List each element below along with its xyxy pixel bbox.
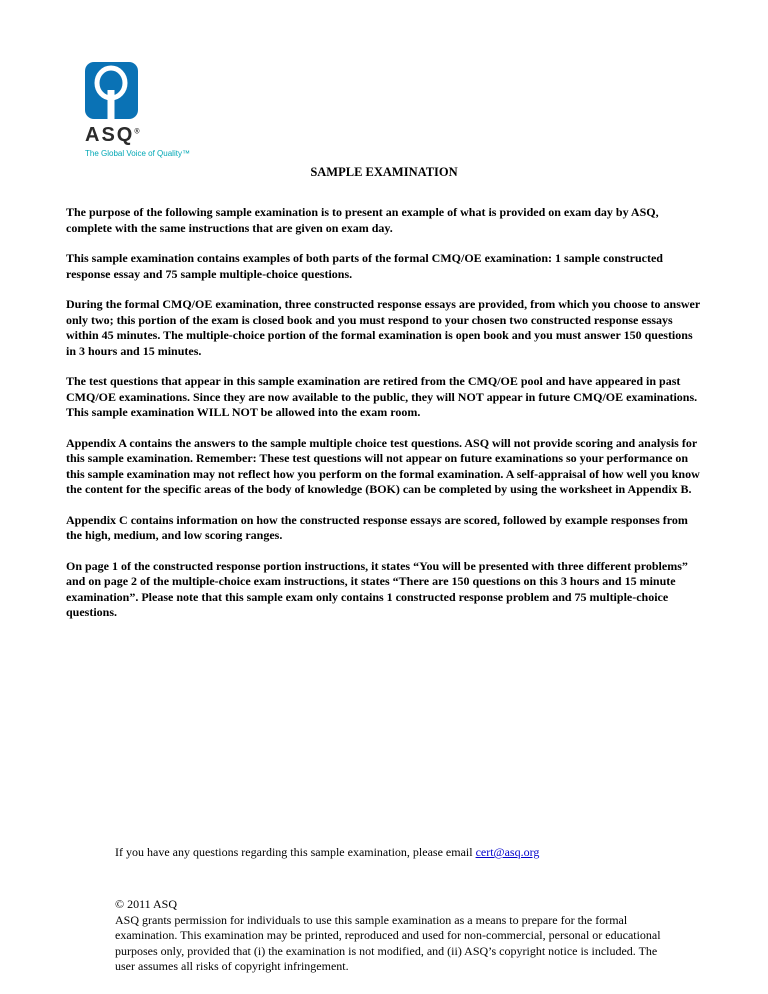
asq-logo <box>85 62 205 158</box>
copyright-block <box>115 897 680 975</box>
copyright-line: © 2011 ASQ <box>115 897 178 911</box>
body-paragraph-7: On page 1 of the constructed response portion instructions, it states “You will be presented with three different problems” and on page 2 of the multiple-choice exam instructions, it states “There are 150 questions on this 3 hours and 15 minute examination”. Please note that this sample exam only contains 1 constructed response problem and 75 multiple-choice questions. <box>66 558 688 619</box>
page-title: SAMPLE EXAMINATION <box>310 165 458 179</box>
body-paragraph-2: This sample examination contains examples of both parts of the formal CMQ/OE examination: 1 sample constructed response essay and 75 sample multiple-choice questions. <box>66 251 663 281</box>
email-note-text: If you have any questions regarding this sample examination, please email <box>115 845 476 859</box>
email-note <box>115 845 715 860</box>
body-paragraph-5: Appendix A contains the answers to the sample multiple choice test questions. ASQ will not provide scoring and analysis for this sample examination. Remember: These test questions will not appear on future examinations so your performance on this sample examination may not reflect how you perform on the formal examination. A self-appraisal of how well you know the content for the specific areas of the body of knowledge (BOK) can be completed by using the worksheet in Appendix B. <box>66 435 700 496</box>
asq-wordmark: ASQ® <box>85 124 140 146</box>
body-paragraph-3: During the formal CMQ/OE examination, three constructed response essays are provided, from which you choose to answer only two; this portion of the exam is closed book and you must respond to your chosen two constructed response essays within 45 minutes. The multiple-choice portion of the formal examination is open book and you must answer 150 questions in 3 hours and 15 minutes. <box>66 297 700 358</box>
body-paragraph-1: The purpose of the following sample examination is to present an example of what is provided on exam day by ASQ, complete with the same instructions that are given on exam day. <box>66 205 659 235</box>
body-text <box>66 205 703 636</box>
email-link[interactable]: cert@asq.org <box>475 845 540 859</box>
registered-mark: ® <box>134 128 140 136</box>
asq-tagline: The Global Voice of Quality™ <box>85 149 190 158</box>
asq-q-icon <box>85 62 138 122</box>
body-paragraph-6: Appendix C contains information on how the constructed response essays are scored, followed by example responses from the high, medium, and low scoring ranges. <box>66 512 688 542</box>
copyright-text: ASQ grants permission for individuals to use this sample examination as a means to prepare for the formal examination. This examination may be printed, reproduced and used for non-commercial, personal or educational purposes only, provided that (i) the examination is not modified, and (ii) ASQ’s copyright notice is included. The user assumes all risks of copyright infringement. <box>115 912 661 973</box>
body-paragraph-4: The test questions that appear in this sample examination are retired from the CMQ/OE pool and have appeared in past CMQ/OE examinations. Since they are now available to the public, they will NOT appear in future CMQ/OE examinations. This sample examination WILL NOT be allowed into the exam room. <box>66 374 698 419</box>
